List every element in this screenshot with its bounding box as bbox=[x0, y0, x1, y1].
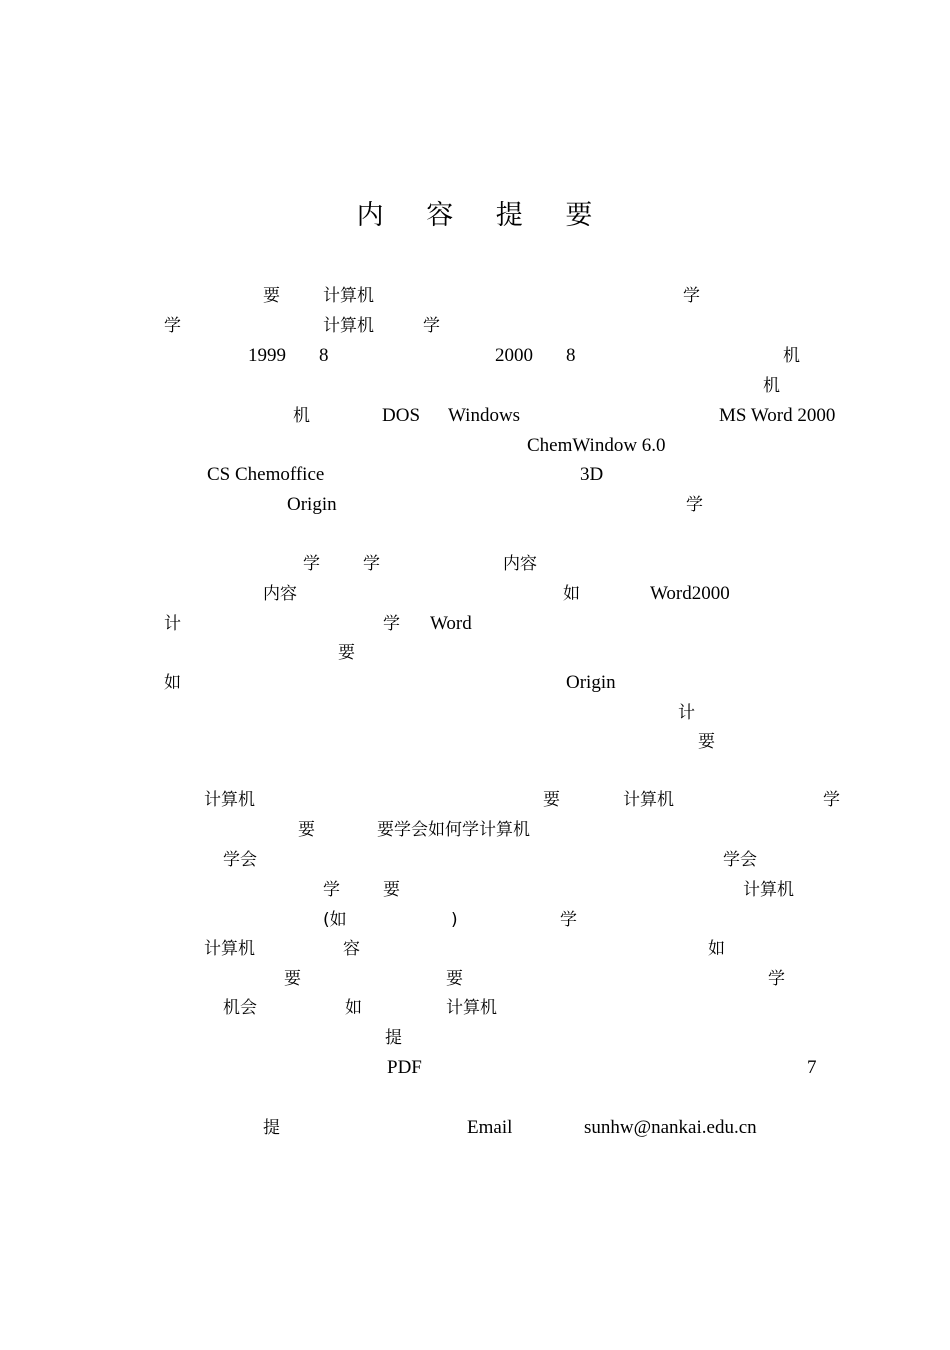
word: 计 bbox=[678, 703, 695, 723]
word: 学 bbox=[303, 554, 320, 574]
word: 容 bbox=[343, 939, 360, 959]
word: 要 bbox=[263, 286, 280, 306]
word: ChemWindow 6.0 bbox=[527, 435, 666, 456]
word: 如 bbox=[345, 998, 362, 1018]
word: 计算机 bbox=[204, 790, 255, 810]
word: 如 bbox=[164, 673, 181, 693]
word: PDF bbox=[387, 1057, 422, 1078]
word: 2000 bbox=[495, 345, 533, 366]
word: 机 bbox=[763, 376, 780, 396]
word: 学会 bbox=[723, 850, 757, 870]
word: 学会 bbox=[223, 850, 257, 870]
word: (如 bbox=[323, 910, 347, 930]
word: Word2000 bbox=[650, 583, 730, 604]
word: 要 bbox=[298, 820, 315, 840]
word: Origin bbox=[566, 672, 616, 693]
word: 机 bbox=[783, 346, 800, 366]
word: 学 bbox=[363, 554, 380, 574]
word: 计 bbox=[164, 614, 181, 634]
word: 计算机 bbox=[323, 286, 374, 306]
word: 计算机 bbox=[446, 998, 497, 1018]
word: CS Chemoffice bbox=[207, 464, 325, 485]
email-address[interactable]: sunhw@nankai.edu.cn bbox=[584, 1117, 757, 1138]
word: ) bbox=[451, 910, 458, 930]
word: 学 bbox=[683, 286, 700, 306]
word: DOS bbox=[382, 405, 421, 426]
word: 计算机 bbox=[623, 790, 674, 810]
word: 8 bbox=[566, 345, 576, 366]
word: Origin bbox=[287, 494, 337, 515]
word: 学 bbox=[323, 880, 340, 900]
word: 提 bbox=[263, 1118, 280, 1138]
word: 学 bbox=[823, 790, 840, 810]
word: 8 bbox=[319, 345, 329, 366]
word: 要 bbox=[446, 969, 463, 989]
word: 1999 bbox=[248, 345, 286, 366]
word: 7 bbox=[807, 1057, 817, 1078]
word: 要 bbox=[543, 790, 560, 810]
word: 学 bbox=[768, 969, 785, 989]
word: 要 bbox=[698, 732, 715, 752]
word: 要 bbox=[383, 880, 400, 900]
word: MS Word 2000 bbox=[719, 405, 836, 426]
word: 机 bbox=[293, 406, 310, 426]
word: 学 bbox=[164, 316, 181, 336]
word: 学 bbox=[383, 614, 400, 634]
word: 机会 bbox=[223, 998, 257, 1018]
word: 计算机 bbox=[743, 880, 794, 900]
word: 3D bbox=[580, 464, 604, 485]
email-label: Email bbox=[467, 1117, 513, 1138]
word: 计算机 bbox=[204, 939, 255, 959]
word: 要 bbox=[284, 969, 301, 989]
word: 要 bbox=[338, 643, 355, 663]
page-title: 内 容 提 要 bbox=[356, 200, 610, 231]
word: 如 bbox=[563, 584, 580, 604]
word: 学 bbox=[560, 910, 577, 930]
word: 要学会如何学计算机 bbox=[377, 820, 530, 840]
word: 提 bbox=[385, 1028, 402, 1048]
word: 内容 bbox=[263, 584, 297, 604]
word: 内容 bbox=[503, 554, 537, 574]
word: Word bbox=[430, 613, 472, 634]
word: 计算机 bbox=[323, 316, 374, 336]
word: 学 bbox=[423, 316, 440, 336]
word: 学 bbox=[686, 495, 703, 515]
word: 如 bbox=[708, 939, 725, 959]
word: Windows bbox=[448, 405, 521, 426]
